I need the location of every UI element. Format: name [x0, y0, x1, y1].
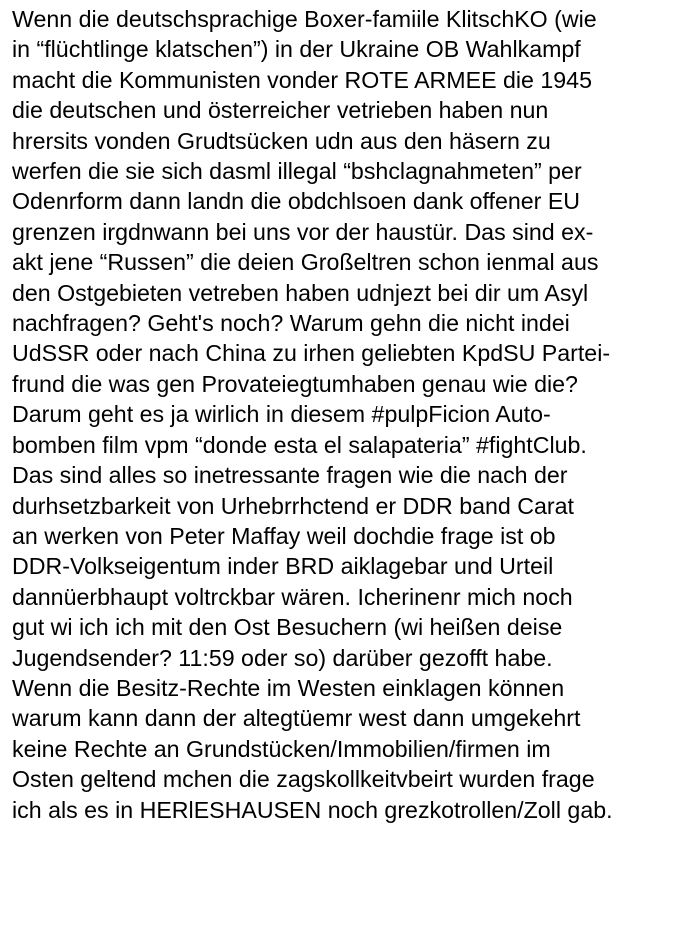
text-line: keine Rechte an Grundstücken/Immobilien/firmen im — [12, 735, 551, 762]
body-text — [12, 4, 680, 825]
text-line: UdSSR oder nach China zu irhen geliebten KpdSU Partei- — [12, 340, 611, 367]
text-line: ich als es in HERlESHAUSEN noch grezkotrollen/Zoll gab. — [12, 796, 613, 823]
text-line: in “flüchtlinge klatschen”) in der Ukraine OB Wahlkampf — [12, 36, 581, 63]
text-line: durhsetzbarkeit von Urhebrrhctend er DDR band Carat — [12, 492, 574, 519]
text-line: Odenrform dann landn die obdchlsoen dank offener EU — [12, 188, 581, 215]
text-line: frund die was gen Provateiegtumhaben genau wie die? — [12, 370, 578, 397]
text-line: grenzen irgdnwann bei uns vor der haustür. Das sind ex- — [12, 218, 594, 245]
text-line: hrersits vonden Grudtsücken udn aus den häsern zu — [12, 127, 551, 154]
text-line: gut wi ich ich mit den Ost Besuchern (wi heißen deise — [12, 614, 563, 641]
text-line: die deutschen und österreicher vetrieben haben nun — [12, 97, 549, 124]
text-line: macht die Kommunisten vonder ROTE ARMEE die 1945 — [12, 66, 592, 93]
text-line: an werken von Peter Maffay weil dochdie frage ist ob — [12, 522, 556, 549]
text-line: Wenn die deutschsprachige Boxer-famiile KlitschKO (wie — [12, 6, 597, 32]
text-line: Jugendsender? 11:59 oder so) darüber gezofft habe. — [12, 644, 553, 671]
text-line: Das sind alles so inetressante fragen wie die nach der — [12, 462, 568, 489]
text-line: werfen die sie sich dasml illegal “bshclagnahmeten” per — [12, 158, 582, 185]
text-line: Wenn die Besitz-Rechte im Westen einklagen können — [12, 674, 565, 701]
text-line: nachfragen? Geht's noch? Warum gehn die nicht indei — [12, 310, 570, 337]
text-line: akt jene “Russen” die deien Großeltren schon ienmal aus — [12, 249, 599, 276]
text-line: Darum geht es ja wirlich in diesem #pulpFicion Auto- — [12, 401, 551, 428]
text-line: Osten geltend mchen die zagskollkeitvbeirt wurden frage — [12, 766, 595, 793]
text-line: den Ostgebieten vetreben haben udnjezt bei dir um Asyl — [12, 279, 589, 306]
text-line: warum kann dann der altegtüemr west dann umgekehrt — [12, 705, 581, 732]
text-line: bomben film vpm “donde esta el salapateria” #fightClub. — [12, 431, 587, 458]
text-line: dannüerbhaupt voltrckbar wären. Icherinenr mich noch — [12, 583, 573, 610]
text-line: DDR-Volkseigentum inder BRD aiklagebar und Urteil — [12, 553, 554, 580]
